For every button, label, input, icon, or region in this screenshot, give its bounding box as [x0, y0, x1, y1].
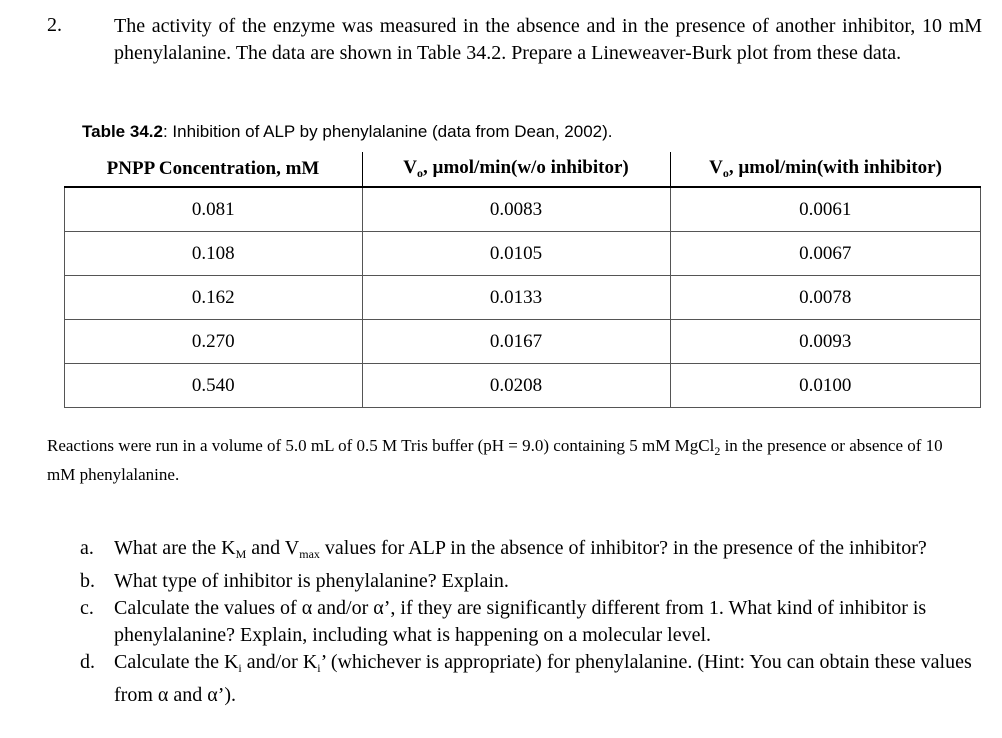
- table-caption-text: : Inhibition of ALP by phenylalanine (data from Dean, 2002).: [162, 122, 613, 141]
- cell-vo-without-inhibitor: 0.0167: [362, 320, 670, 364]
- cell-vo-without-inhibitor: 0.0133: [362, 276, 670, 320]
- cell-vo-without-inhibitor: 0.0105: [362, 232, 670, 276]
- question-intro: The activity of the enzyme was measured in the absence and in the presence of another inhibitor, 10 mM phenylalanine. The data are shown in Table 34.2. Prepare a Lineweaver-Burk plot from these data.: [114, 15, 982, 64]
- header-vo-without-inhibitor: $V_o$, µmol/min(w/o inhibitor): [362, 152, 670, 187]
- table-row: [65, 364, 981, 408]
- cell-vo-with-inhibitor: 0.0100: [670, 364, 981, 408]
- question-d: d. Calculate the $K_i$ and/or $K_i$’ (whichever is appropriate) for phenylalanine. (Hint: You can obtain these values from α and α’).: [80, 651, 972, 706]
- question-number: 2.: [47, 14, 62, 36]
- cell-vo-with-inhibitor: 0.0093: [670, 320, 981, 364]
- question-label: c.: [80, 597, 94, 619]
- table-caption-label: Table 34.2: [82, 122, 163, 141]
- cell-concentration: 0.270: [65, 320, 363, 364]
- table-row: [65, 232, 981, 276]
- cell-vo-with-inhibitor: 0.0078: [670, 276, 981, 320]
- question-label: b.: [80, 570, 95, 592]
- cell-concentration: 0.540: [65, 364, 363, 408]
- question-b: b. What type of inhibitor is phenylalanine? Explain.: [80, 568, 980, 595]
- data-table: [64, 152, 981, 408]
- cell-vo-with-inhibitor: 0.0067: [670, 232, 981, 276]
- question-c: c. Calculate the values of α and/or α’, if they are significantly different from 1. What kind of inhibitor is phenylalanine? Explain, including what is happening on a molecular level.: [80, 597, 927, 646]
- question-label: a.: [80, 537, 94, 559]
- header-pnpp-concentration: PNPP Concentration, mM: [65, 152, 363, 187]
- table-row: [65, 320, 981, 364]
- table-caption: [82, 122, 613, 142]
- cell-concentration: 0.108: [65, 232, 363, 276]
- question-a: a. What are the $K_M$ and $V_{max}$ values for ALP in the absence of inhibitor? in the presence of the inhibitor?: [80, 537, 927, 561]
- table-row: [65, 276, 981, 320]
- cell-concentration: 0.081: [65, 187, 363, 232]
- table-row: [65, 187, 981, 232]
- cell-vo-without-inhibitor: 0.0083: [362, 187, 670, 232]
- cell-vo-without-inhibitor: 0.0208: [362, 364, 670, 408]
- cell-concentration: 0.162: [65, 276, 363, 320]
- header-vo-with-inhibitor: $V_o$, µmol/min(with inhibitor): [670, 152, 981, 187]
- table-header-row: [65, 152, 981, 187]
- question-label: d.: [80, 651, 95, 673]
- question-list: [80, 535, 980, 709]
- cell-vo-with-inhibitor: 0.0061: [670, 187, 981, 232]
- reaction-conditions-note: Reactions were run in a volume of 5.0 mL of 0.5 M Tris buffer (pH = 9.0) containing 5 mM MgCl$_2$ in the presence or absence of 10 mM phenylalanine.: [47, 436, 943, 484]
